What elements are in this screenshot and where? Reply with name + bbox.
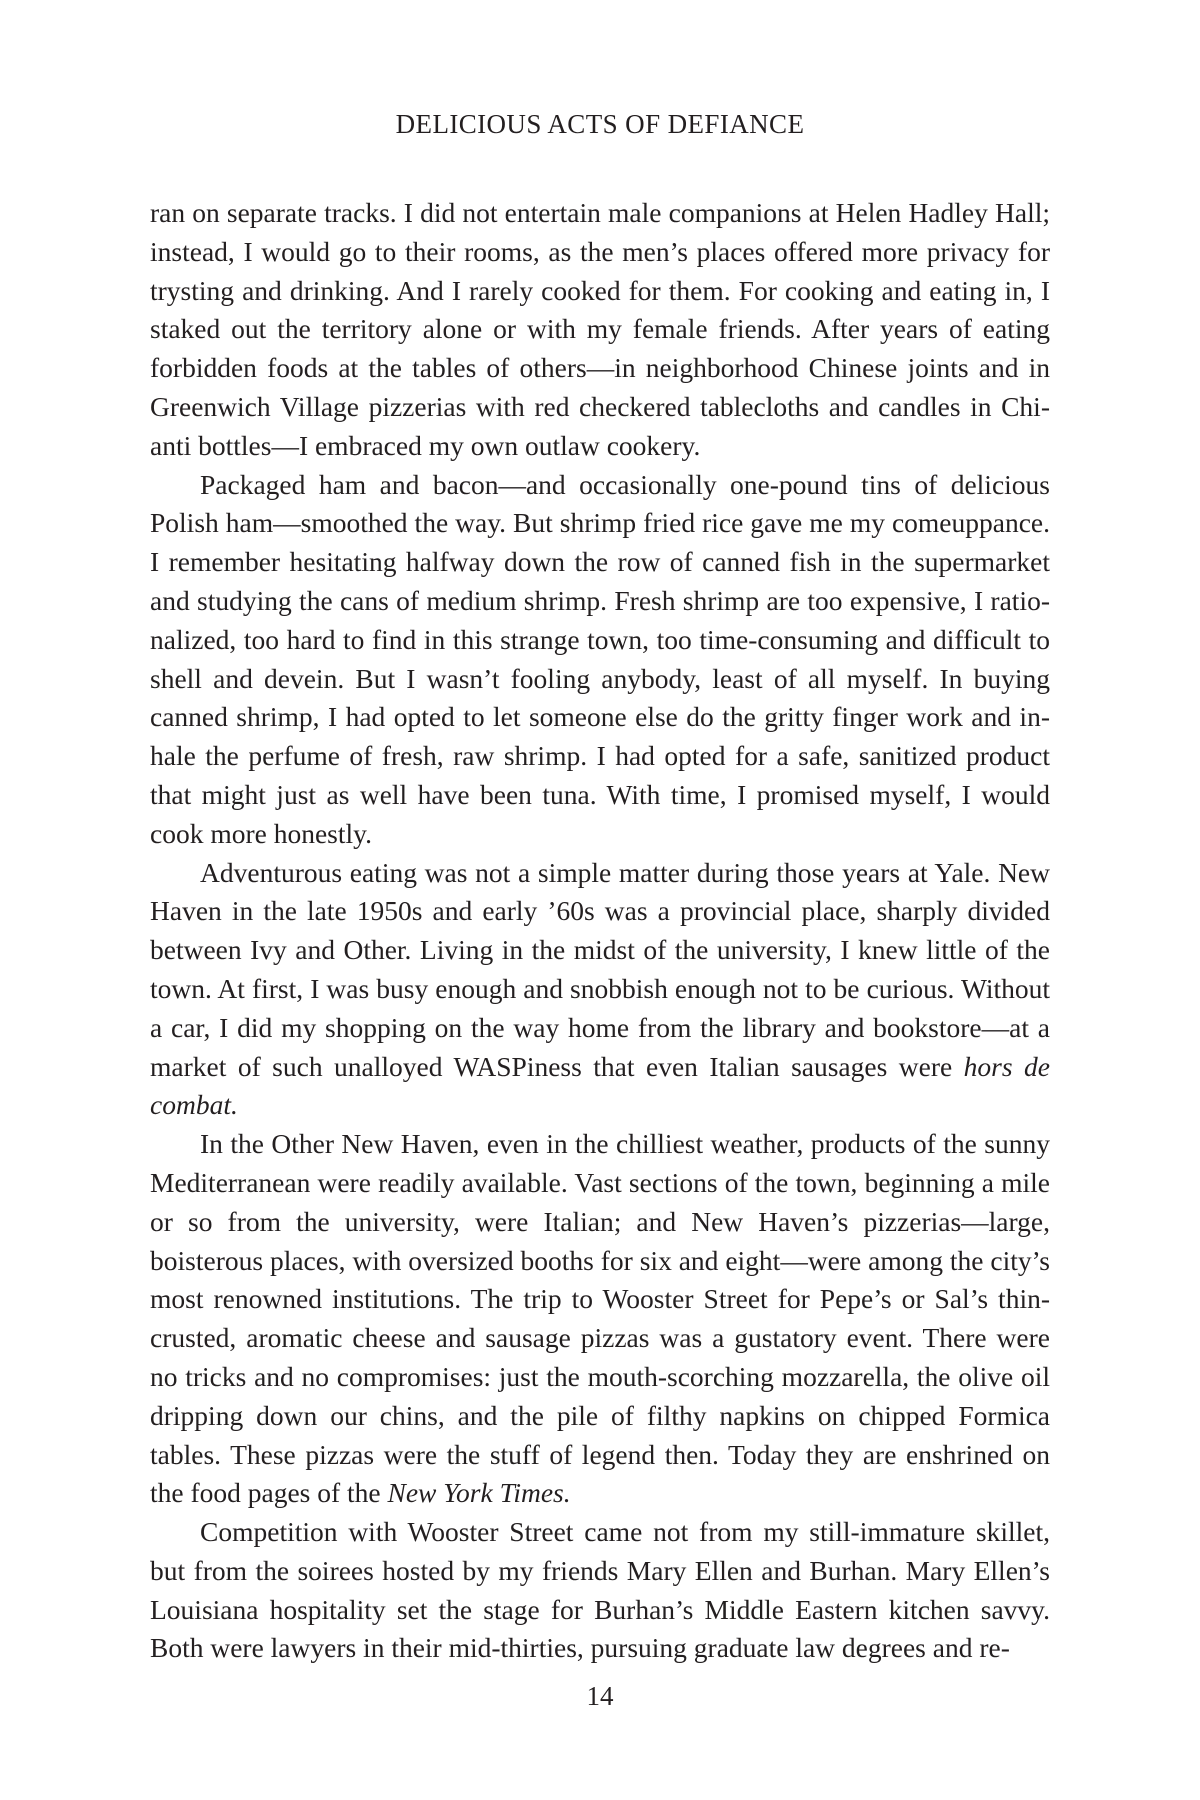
paragraph-1 xyxy=(150,194,1050,466)
paragraph-3-text: Adventurous eating was not a simple matter during those years at Yale. New Haven in the late 1950s and early ’60s was a provincial place, sharply divided between Ivy and Other. Living in the midst of the university, I knew little of the town. At first, I was busy enough and snobbish enough not to be curious. Without a car, I did my shopping on the way home from the library and bookstore—at a market of such unalloyed WASPiness that even Italian sausages were xyxy=(150,856,1050,1082)
page-number: 14 xyxy=(586,1681,614,1711)
paragraph-5 xyxy=(150,1513,1050,1668)
paragraph-4-text: In the Other New Haven, even in the chilliest weather, products of the sunny Mediterranean were readily available. Vast sections of the town, beginning a mile or so from the university, were Italian; and New Haven’s pizzerias—large, boisterous places, with oversized booths for six and eight—were among the city’s most renowned institutions. The trip to Wooster Street for Pepe’s or Sal’s thin-crusted, aromatic cheese and sausage pizzas was a gustatory event. There were no tricks and no compromises: just the mouth-scorching mozzarella, the olive oil dripping down our chins, and the pile of filthy napkins on chipped Formica tables. These pizzas were the stuff of legend then. Today they are enshrined on the food pages of the xyxy=(150,1128,1050,1509)
paragraph-2 xyxy=(150,466,1050,854)
paragraph-3 xyxy=(150,854,1050,1126)
running-head: DELICIOUS ACTS OF DEFIANCE xyxy=(395,109,805,139)
page-body xyxy=(150,194,1050,1668)
paragraph-3-italic-phrase: hors de combat. xyxy=(150,1050,1050,1121)
paragraph-1-text: ran on separate tracks. I did not entertain male companions at Helen Hadley Hall; instead, I would go to their rooms, as the men’s places offered more privacy for trysting and drinking. And I rarely cooked for them. For cooking and eating in, I staked out the territory alone or with my female friends. After years of eating forbidden foods at the tables of others—in neighborhood Chinese joints and in Greenwich Village pizzerias with red checkered tablecloths and candles in Chianti bottles—I embraced my own outlaw cookery. xyxy=(150,197,1050,461)
paragraph-2-text: Packaged ham and bacon—and occasionally one-pound tins of delicious Polish ham—smoothed the way. But shrimp fried rice gave me my comeuppance. I remember hesitating halfway down the row of canned fish in the supermarket and studying the cans of medium shrimp. Fresh shrimp are too expensive, I rationalized, too hard to find in this strange town, too time-consuming and difficult to shell and devein. But I wasn’t fooling anybody, least of all myself. In buying canned shrimp, I had opted to let someone else do the gritty finger work and inhale the perfume of fresh, raw shrimp. I had opted for a safe, sanitized product that might just as well have been tuna. With time, I promised myself, I would cook more honestly. xyxy=(150,468,1050,849)
paragraph-5-text: Competition with Wooster Street came not from my still-immature skillet, but from the soirees hosted by my friends Mary Ellen and Burhan. Mary Ellen’s Louisiana hospitality set the stage for Burhan’s Middle Eastern kitchen savvy. Both were lawyers in their mid-thirties, pursuing graduate law degrees and re- xyxy=(150,1516,1050,1664)
paragraph-4 xyxy=(150,1125,1050,1513)
paragraph-4-italic-title: New York Times. xyxy=(387,1477,571,1509)
